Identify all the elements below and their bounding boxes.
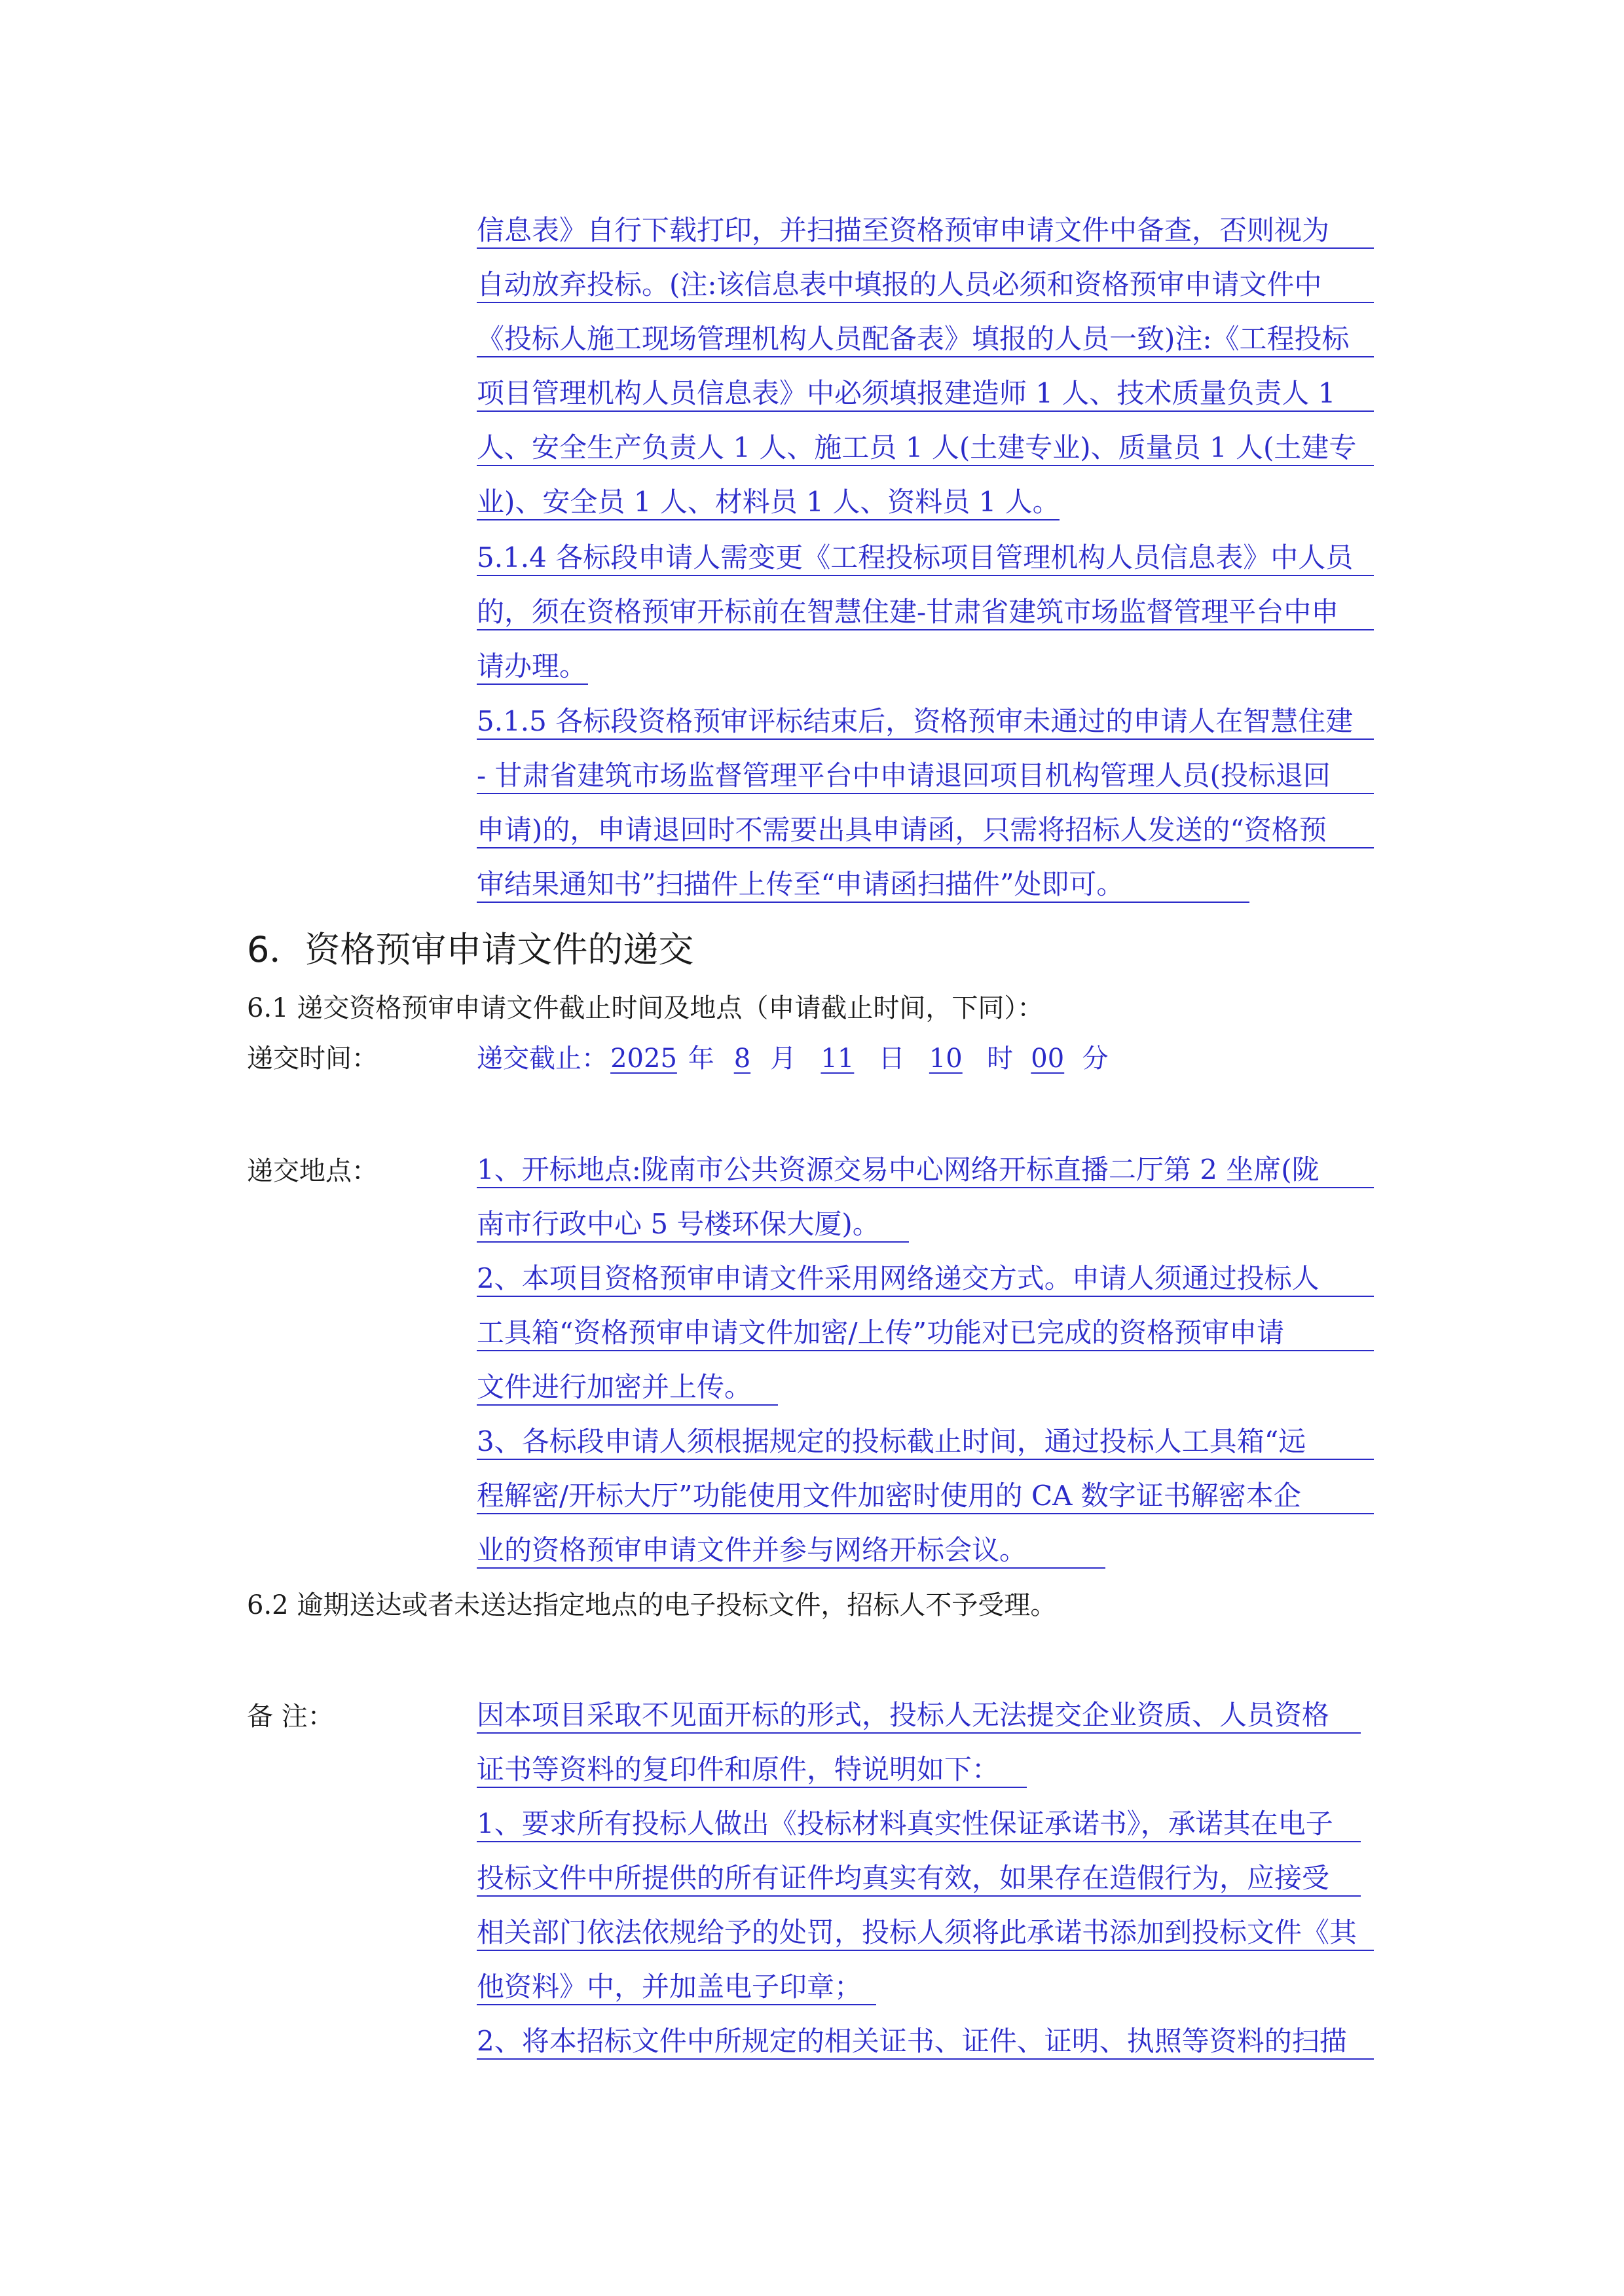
clause-6-2: 6.2 逾期送达或者未送达指定地点的电子投标文件，招标人不予受理。 bbox=[247, 1590, 1057, 1620]
text-line: 南市行政中心 5 号楼环保大厦)。 bbox=[477, 1208, 880, 1240]
text-line: 申请)的，申请退回时不需要出具申请函，只需将招标人发送的“资格预 bbox=[477, 814, 1327, 846]
text-line: 文件进行加密并上传。 bbox=[477, 1371, 752, 1403]
text-line: 5.1.4 各标段申请人需变更《工程投标项目管理机构人员信息表》中人员 bbox=[477, 541, 1354, 574]
text-line: 《投标人施工现场管理机构人员配备表》填报的人员一致)注:《工程投标 bbox=[477, 323, 1350, 355]
text-line: 相关部门依法依规给予的处罚，投标人须将此承诺书添加到投标文件《其 bbox=[477, 1916, 1357, 1948]
deadline-day: 11 bbox=[821, 1044, 855, 1074]
text-line: 1、要求所有投标人做出《投标材料真实性保证承诺书》，承诺其在电子 bbox=[477, 1808, 1333, 1840]
text-line: 信息表》自行下载打印，并扫描至资格预审申请文件中备查，否则视为 bbox=[477, 214, 1330, 246]
deadline-prefix: 递交截止： bbox=[477, 1044, 608, 1074]
text-line: 项目管理机构人员信息表》中必须填报建造师 1 人、技术质量负责人 1 bbox=[477, 377, 1336, 409]
text-line: 自动放弃投标。(注:该信息表中填报的人员必须和资格预审申请文件中 bbox=[477, 268, 1322, 301]
text-line: 他资料》中，并加盖电子印章； bbox=[477, 1971, 862, 2003]
deadline-month: 8 bbox=[733, 1044, 751, 1074]
submission-time-label: 递交时间： bbox=[247, 1044, 378, 1074]
remark-label: 备 注： bbox=[247, 1702, 334, 1732]
text-line: 审结果通知书”扫描件上传至“申请函扫描件”处即可。 bbox=[477, 868, 1124, 900]
deadline-minute: 00 bbox=[1031, 1044, 1065, 1074]
text-line: 的，须在资格预审开标前在智慧住建-甘肃省建筑市场监督管理平台中申 bbox=[477, 596, 1339, 628]
text-line: 工具箱“资格预审申请文件加密/上传”功能对已完成的资格预审申请 bbox=[477, 1317, 1285, 1349]
text-line: - 甘肃省建筑市场监督管理平台中申请退回项目机构管理人员(投标退回 bbox=[477, 759, 1331, 792]
text-line: 5.1.5 各标段资格预审评标结束后，资格预审未通过的申请人在智慧住建 bbox=[477, 705, 1354, 737]
month-unit: 月 bbox=[762, 1044, 805, 1074]
text-line: 请办理。 bbox=[477, 650, 587, 682]
text-line: 投标文件中所提供的所有证件均真实有效，如果存在造假行为，应接受 bbox=[477, 1862, 1330, 1894]
minute-unit: 分 bbox=[1073, 1044, 1109, 1074]
text-line: 2、将本招标文件中所规定的相关证书、证件、证明、执照等资料的扫描 bbox=[477, 2025, 1347, 2057]
text-line: 程解密/开标大厅”功能使用文件加密时使用的 CA 数字证书解密本企 bbox=[477, 1480, 1301, 1512]
text-line: 人、安全生产负责人 1 人、施工员 1 人(土建专业)、质量员 1 人(土建专 bbox=[477, 431, 1357, 464]
submission-place-label: 递交地点： bbox=[247, 1156, 378, 1186]
text-line: 业的资格预审申请文件并参与网络开标会议。 bbox=[477, 1534, 1027, 1566]
text-line: 证书等资料的复印件和原件，特说明如下： bbox=[477, 1753, 1000, 1785]
submission-deadline bbox=[477, 1038, 1108, 1075]
hour-unit: 时 bbox=[978, 1044, 1022, 1074]
deadline-hour: 10 bbox=[929, 1044, 963, 1074]
section-heading: 6．资格预审申请文件的递交 bbox=[247, 929, 694, 970]
text-line: 2、本项目资格预审申请文件采用网络递交方式。申请人须通过投标人 bbox=[477, 1262, 1320, 1294]
text-line: 业)、安全员 1 人、材料员 1 人、资料员 1 人。 bbox=[477, 486, 1060, 518]
text-line: 1、开标地点:陇南市公共资源交易中心网络开标直播二厅第 2 坐席(陇 bbox=[477, 1154, 1320, 1186]
deadline-year: 2025 bbox=[610, 1044, 677, 1074]
clause-6-1: 6.1 递交资格预审申请文件截止时间及地点（申请截止时间，下同）： bbox=[247, 993, 1044, 1023]
year-unit: 年 bbox=[680, 1044, 723, 1074]
text-line: 因本项目采取不见面开标的形式，投标人无法提交企业资质、人员资格 bbox=[477, 1699, 1330, 1731]
day-unit: 日 bbox=[870, 1044, 913, 1074]
text-line: 3、各标段申请人须根据规定的投标截止时间，通过投标人工具箱“远 bbox=[477, 1425, 1306, 1457]
